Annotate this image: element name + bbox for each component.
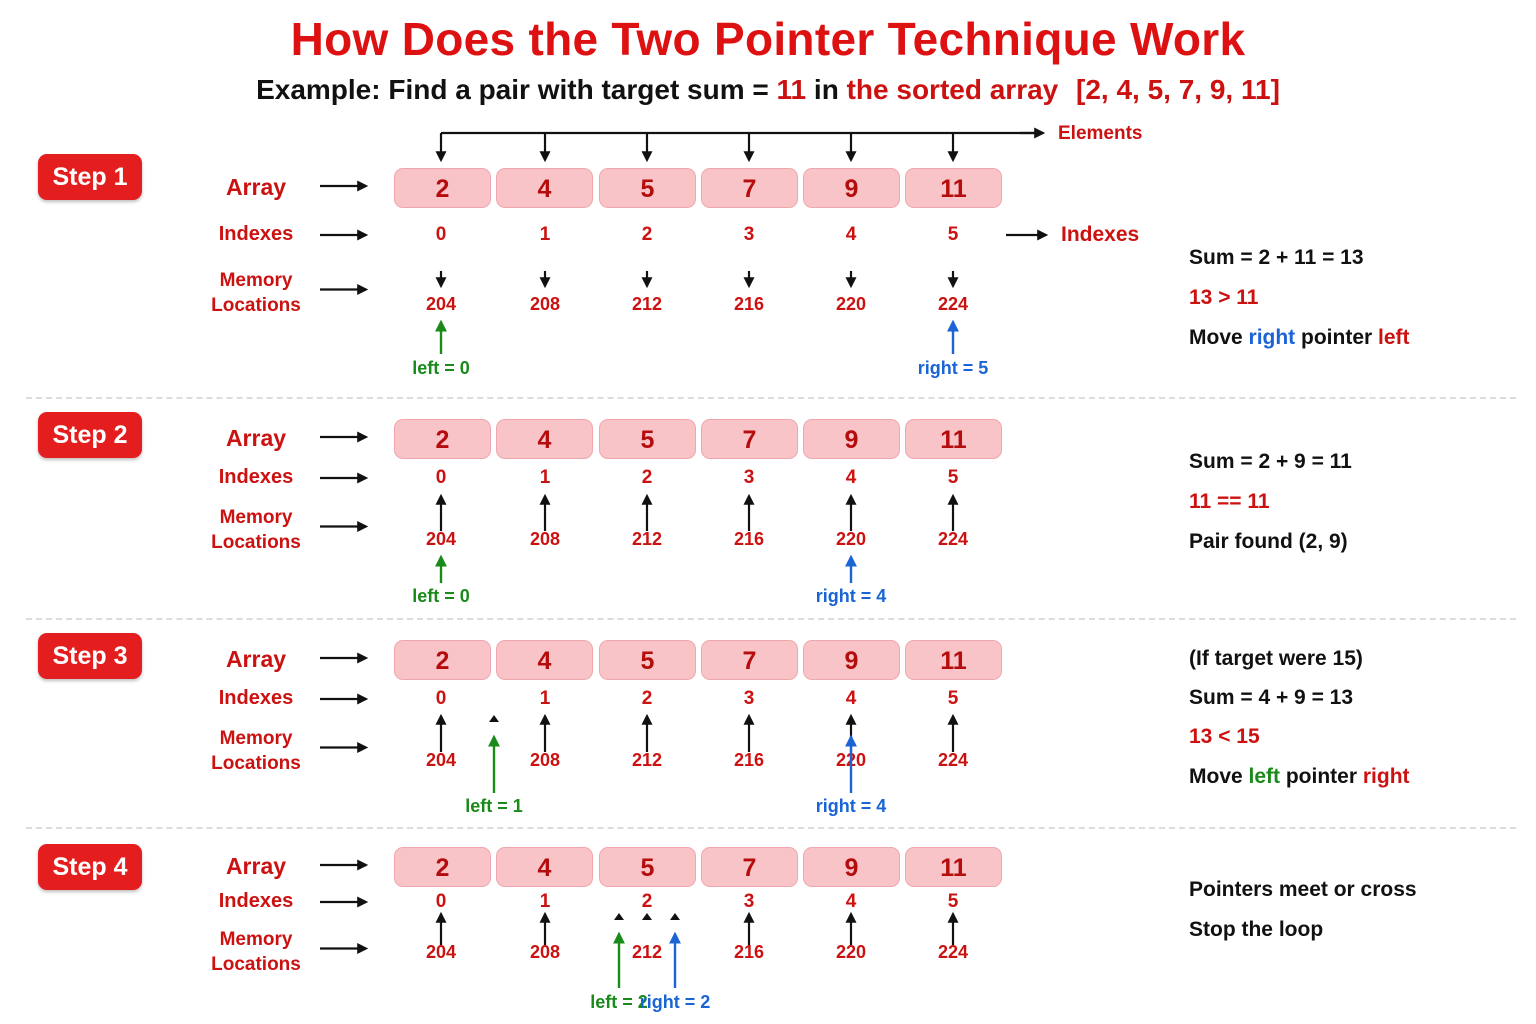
step-2-indexes-label: Indexes [218, 466, 294, 488]
elements-annotation: Elements [1058, 123, 1143, 144]
step-3-indexes-label: Indexes [218, 687, 294, 709]
step-3-array-label: Array [225, 646, 287, 672]
step-2-index-5: 5 [947, 467, 959, 488]
step-3-pointer-caret-icon-0 [489, 715, 499, 722]
step-1-memory-label-line2: Locations [211, 295, 301, 316]
step-1-memory-2: 212 [631, 294, 663, 314]
step-2-array-cell-0: 2 [394, 419, 491, 459]
step-2-memory-label-line2: Locations [211, 532, 301, 553]
step-2-left-pointer-label: left = 0 [412, 586, 470, 606]
step-1-index-4: 4 [845, 224, 857, 245]
step-1-array-cell-2: 5 [599, 168, 696, 208]
step-4-index-1: 1 [539, 891, 551, 912]
subtitle-middle: in [813, 74, 839, 105]
step-1-side-line-2-part-1: right [1248, 326, 1296, 349]
step-2-right-pointer-label: right = 4 [815, 586, 887, 606]
step-2-array-cell-4: 9 [803, 419, 900, 459]
subtitle-prefix: Example: Find a pair with target sum = [256, 74, 769, 105]
step-1-side-line-2-part-0: Move [1189, 326, 1249, 349]
step-4-array-cell-0: 2 [394, 847, 491, 887]
step-4-pointer-caret-icon-0 [614, 913, 624, 920]
step-1-memory-4: 220 [835, 294, 867, 314]
step-1-memory-0: 204 [425, 294, 457, 314]
step-3-badge: Step 3 [38, 633, 142, 679]
step-4-array-label: Array [225, 853, 287, 879]
step-3-side-line-3-part-0: Move [1189, 765, 1249, 788]
step-4-memory-label-line1: Memory [219, 929, 293, 950]
step-2-side-line-2: Pair found (2, 9) [1189, 530, 1348, 553]
step-3-side-line-3-part-2: pointer [1280, 765, 1363, 788]
step-3-index-4: 4 [845, 688, 857, 709]
step-3-memory-3: 216 [733, 750, 765, 770]
step-2-memory-0: 204 [425, 529, 457, 549]
step-4-side-line-1: Stop the loop [1189, 918, 1324, 941]
step-4-badge: Step 4 [38, 844, 142, 890]
step-4-memory-2: 212 [631, 942, 663, 962]
step-1-memory-5: 224 [937, 294, 969, 314]
step-3-memory-4: 220 [835, 750, 867, 770]
step-4-array-cell-3: 7 [701, 847, 798, 887]
step-4-memory-3: 216 [733, 942, 765, 962]
step-1-array-label: Array [225, 174, 287, 200]
step-2-index-1: 1 [539, 467, 551, 488]
step-4-pointer-caret-icon-1 [670, 913, 680, 920]
step-3-side-line-3-part-3: right [1362, 765, 1410, 788]
step-2-array-label: Array [225, 425, 287, 451]
step-3-array-cell-4: 9 [803, 640, 900, 680]
step-3-side-line-3-part-1: left [1248, 765, 1281, 788]
step-1-indexes-label: Indexes [218, 223, 294, 245]
step-2-array-cell-3: 7 [701, 419, 798, 459]
step-2-memory-1: 208 [529, 529, 561, 549]
step-1-side-line-2-part-2: pointer [1295, 326, 1379, 349]
step-1-array-cell-0: 2 [394, 168, 491, 208]
step-3-side-line-0: (If target were 15) [1189, 647, 1363, 670]
step-1-index-5: 5 [947, 224, 959, 245]
step-1-side-line-1: 13 > 11 [1189, 286, 1259, 309]
step-1-index-1: 1 [539, 224, 551, 245]
step-3-array-cell-0: 2 [394, 640, 491, 680]
step-4-memory-4: 220 [835, 942, 867, 962]
step-3-index-1: 1 [539, 688, 551, 709]
step-3-side-line-1: Sum = 4 + 9 = 13 [1189, 686, 1354, 709]
step-2-side-line-1: 11 == 11 [1189, 490, 1270, 513]
step-2-array-cell-1: 4 [496, 419, 593, 459]
step-2-side-line-0: Sum = 2 + 9 = 11 [1189, 450, 1352, 473]
step-1-array-cell-3: 7 [701, 168, 798, 208]
step-4-side-line-0: Pointers meet or cross [1189, 878, 1417, 901]
step-4-array-cell-2: 5 [599, 847, 696, 887]
step-4-array-cell-4: 9 [803, 847, 900, 887]
step-2-memory-3: 216 [733, 529, 765, 549]
step-1-array-cell-1: 4 [496, 168, 593, 208]
step-4-memory-label-line2: Locations [211, 954, 301, 975]
step-3-index-5: 5 [947, 688, 959, 709]
step-1-left-pointer-label: left = 0 [412, 358, 470, 378]
step-1-side-line-0: Sum = 2 + 11 = 13 [1189, 246, 1364, 269]
step-3-memory-2: 212 [631, 750, 663, 770]
step-3-memory-label-line1: Memory [219, 728, 293, 749]
step-3-array-cell-3: 7 [701, 640, 798, 680]
step-3-memory-5: 224 [937, 750, 969, 770]
step-2-memory-4: 220 [835, 529, 867, 549]
step-4-array-cell-1: 4 [496, 847, 593, 887]
step-3-memory-1: 208 [529, 750, 561, 770]
step-1-array-cell-5: 11 [905, 168, 1002, 208]
step-3-side-line-2: 13 < 15 [1189, 725, 1260, 748]
step-2-index-4: 4 [845, 467, 857, 488]
step-3-index-0: 0 [435, 688, 447, 709]
step-4-index-0: 0 [435, 891, 447, 912]
page-title: How Does the Two Pointer Technique Work [290, 13, 1246, 65]
step-3-memory-label-line2: Locations [211, 753, 301, 774]
step-2-index-2: 2 [641, 467, 653, 488]
step-3-array-cell-5: 11 [905, 640, 1002, 680]
step-3-left-pointer-label: left = 1 [465, 796, 523, 816]
step-4-index-4: 4 [845, 891, 857, 912]
step-4-memory-1: 208 [529, 942, 561, 962]
step-2-index-0: 0 [435, 467, 447, 488]
step-3-right-pointer-label: right = 4 [815, 796, 887, 816]
step-4-memory-0: 204 [425, 942, 457, 962]
step-1-side-line-2-part-3: left [1378, 326, 1410, 349]
indexes-annotation: Indexes [1061, 223, 1140, 246]
step-1-index-3: 3 [743, 224, 755, 245]
subtitle-phrase: the sorted array [846, 74, 1059, 105]
step-4-memory-5: 224 [937, 942, 969, 962]
step-4-memory-caret-icon-2 [642, 913, 652, 920]
step-1-right-pointer-label: right = 5 [917, 358, 989, 378]
step-4-left-pointer-label: left = 2 [590, 992, 648, 1012]
subtitle-array: [2, 4, 5, 7, 9, 11] [1076, 74, 1280, 105]
step-2-badge: Step 2 [38, 412, 142, 458]
subtitle-target: 11 [776, 74, 807, 105]
step-3-array-cell-1: 4 [496, 640, 593, 680]
step-2-memory-5: 224 [937, 529, 969, 549]
step-4-index-3: 3 [743, 891, 755, 912]
step-4-array-cell-5: 11 [905, 847, 1002, 887]
step-1-array-cell-4: 9 [803, 168, 900, 208]
step-2-array-cell-5: 11 [905, 419, 1002, 459]
step-1-index-0: 0 [435, 224, 447, 245]
step-2-array-cell-2: 5 [599, 419, 696, 459]
step-2-index-3: 3 [743, 467, 755, 488]
step-3-index-3: 3 [743, 688, 755, 709]
step-1-memory-1: 208 [529, 294, 561, 314]
step-2-memory-2: 212 [631, 529, 663, 549]
step-3-array-cell-2: 5 [599, 640, 696, 680]
step-4-index-5: 5 [947, 891, 959, 912]
step-1-memory-label-line1: Memory [219, 270, 293, 291]
step-4-right-pointer-label: right = 2 [639, 992, 711, 1012]
step-1-badge: Step 1 [38, 154, 142, 200]
step-1-memory-3: 216 [733, 294, 765, 314]
step-4-index-2: 2 [641, 891, 653, 912]
step-1-index-2: 2 [641, 224, 653, 245]
step-3-index-2: 2 [641, 688, 653, 709]
step-2-memory-label-line1: Memory [219, 507, 293, 528]
step-4-indexes-label: Indexes [218, 890, 294, 912]
step-3-memory-0: 204 [425, 750, 457, 770]
